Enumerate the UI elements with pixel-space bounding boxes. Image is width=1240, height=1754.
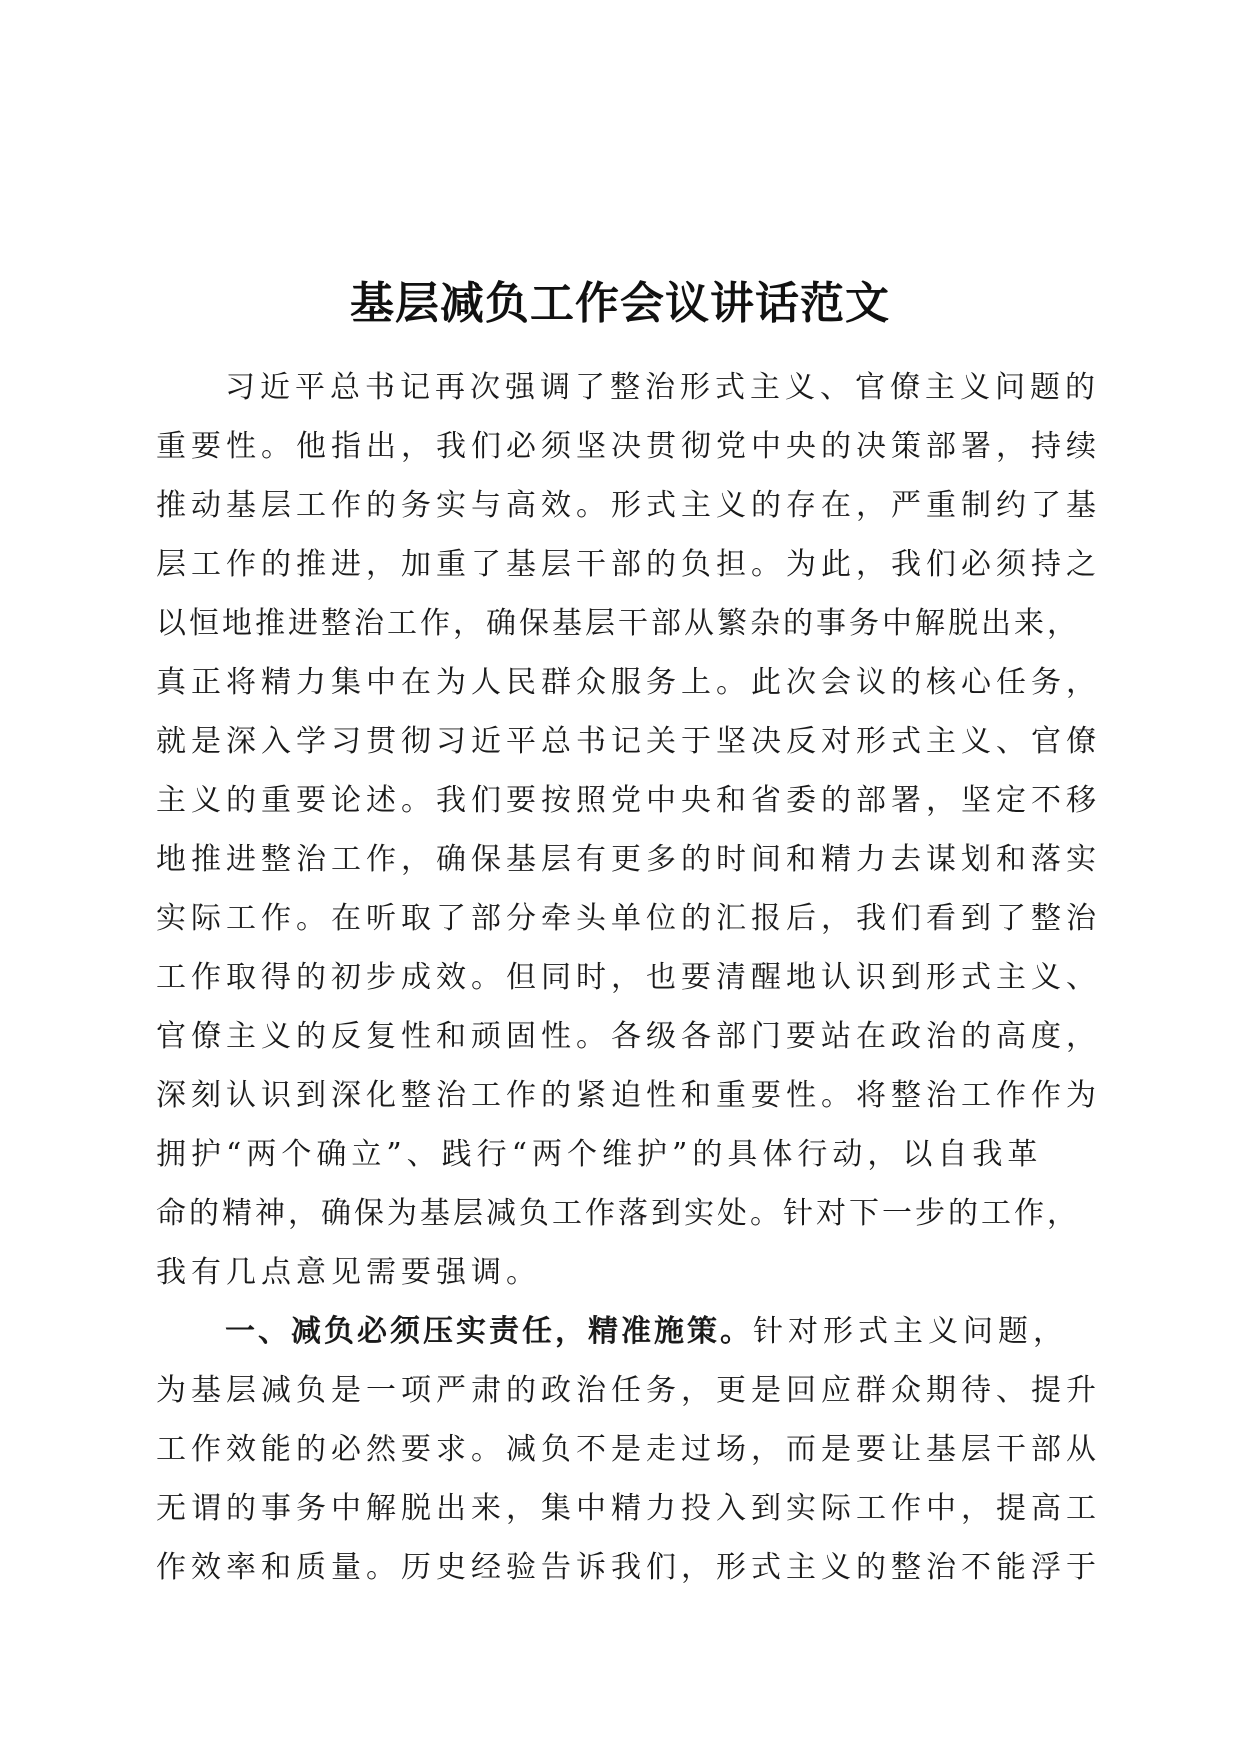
paragraph-line: 地推进整治工作，确保基层有更多的时间和精力去谋划和落实 [156,842,1101,877]
document-body [156,358,1101,1597]
paragraph-line: 层工作的推进，加重了基层干部的负担。为此，我们必须持之 [156,547,1101,582]
paragraph-line: 拥护“两个确立”、践行“两个维护”的具体行动，以自我革 [156,1137,1043,1172]
paragraph-line: 工作取得的初步成效。但同时，也要清醒地认识到形式主义、 [156,960,1101,995]
section-first-line-text: 针对形式主义问题， [753,1314,1068,1349]
section-heading: 一、减负必须压实责任，精准施策。 [225,1314,753,1349]
paragraph-line: 实际工作。在听取了部分牵头单位的汇报后，我们看到了整治 [156,901,1101,936]
section-heading-line [156,1302,1068,1361]
paragraph-line: 以恒地推进整治工作，确保基层干部从繁杂的事务中解脱出来， [156,606,1080,641]
paragraph-line: 就是深入学习贯彻习近平总书记关于坚决反对形式主义、官僚 [156,724,1101,759]
document-title: 基层减负工作会议讲话范文 [350,278,890,329]
paragraph-line: 作效率和质量。历史经验告诉我们，形式主义的整治不能浮于 [156,1550,1101,1585]
paragraph-line: 无谓的事务中解脱出来，集中精力投入到实际工作中，提高工 [156,1491,1101,1526]
paragraph-line: 深刻认识到深化整治工作的紧迫性和重要性。将整治工作作为 [156,1078,1101,1113]
paragraph-line: 官僚主义的反复性和顽固性。各级各部门要站在政治的高度， [156,1019,1101,1054]
paragraph-line: 工作效能的必然要求。减负不是走过场，而是要让基层干部从 [156,1432,1101,1467]
paragraph-line: 真正将精力集中在为人民群众服务上。此次会议的核心任务， [156,665,1101,700]
paragraph-line: 主义的重要论述。我们要按照党中央和省委的部署，坚定不移 [156,783,1101,818]
paragraph-line: 命的精神，确保为基层减负工作落到实处。针对下一步的工作， [156,1196,1080,1231]
paragraph-line: 为基层减负是一项严肃的政治任务，更是回应群众期待、提升 [156,1373,1101,1408]
paragraph-line: 我有几点意见需要强调。 [156,1255,541,1290]
paragraph-line: 习近平总书记再次强调了整治形式主义、官僚主义问题的 [225,370,1100,405]
paragraph-line: 推动基层工作的务实与高效。形式主义的存在，严重制约了基 [156,488,1101,523]
paragraph-line: 重要性。他指出，我们必须坚决贯彻党中央的决策部署，持续 [156,429,1101,464]
